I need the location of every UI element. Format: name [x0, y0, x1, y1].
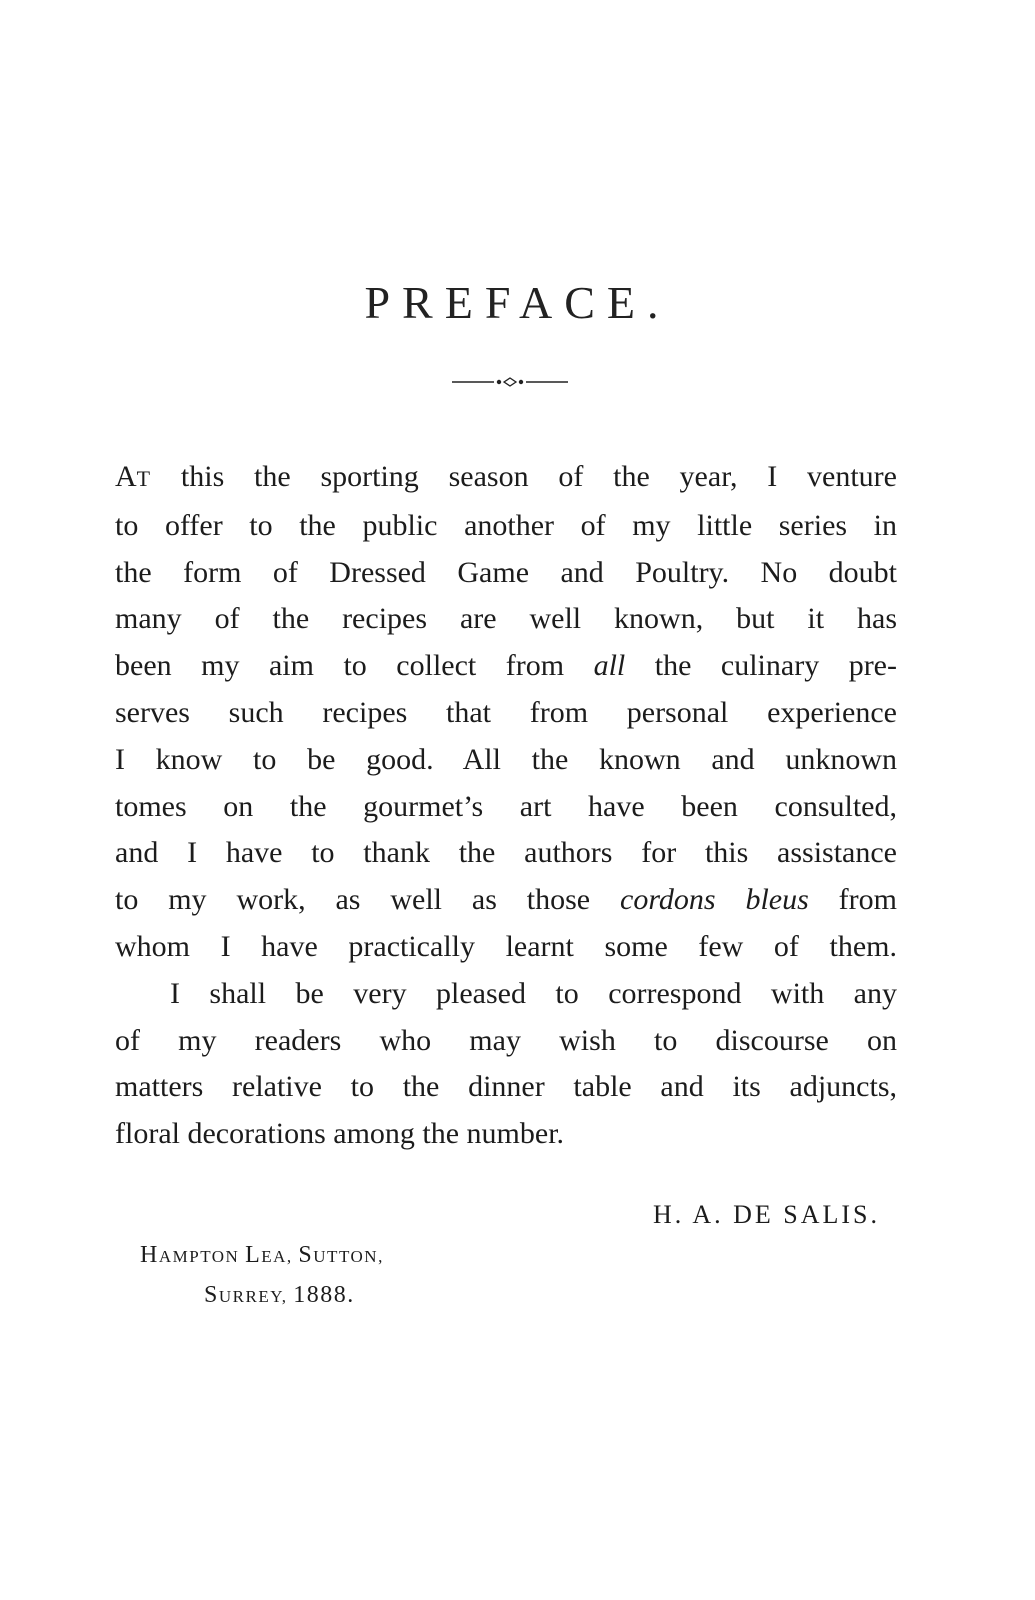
text-line: serves such recipes that from personal experience [115, 695, 897, 729]
text-line: I know to be good. All the known and unknown [115, 742, 897, 776]
place-and-date [140, 1236, 460, 1316]
text-fragment: been my aim to collect from [115, 649, 594, 683]
small-caps-rest: T [136, 466, 152, 491]
text-line: I shall be very pleased to correspond with any [170, 976, 897, 1010]
preface-text [115, 454, 897, 1158]
address-line [140, 1276, 460, 1316]
text-line: matters relative to the dinner table and its adjuncts, [115, 1070, 897, 1104]
small-caps-initial: S [204, 1282, 219, 1308]
text-line: many of the recipes are well known, but it has [115, 602, 897, 636]
small-caps-initial: A [115, 460, 137, 493]
text-line: of my readers who may wish to discourse on [115, 1023, 897, 1057]
text-line: whom I have practically learnt some few of them. [115, 929, 897, 963]
text-line [115, 454, 897, 503]
small-caps-rest: UTTON, [313, 1247, 384, 1266]
text-line: tomes on the gourmet’s art have been consulted, [115, 789, 897, 823]
author-signature: H. A. DE SALIS. [652, 1200, 880, 1229]
address-line [140, 1236, 460, 1276]
text-line: floral decorations among the number. [115, 1117, 565, 1151]
small-caps-initial: H [140, 1242, 159, 1268]
year-text: 1888. [293, 1282, 355, 1308]
text-fragment: to my work, as well as those [115, 883, 621, 917]
text-line [115, 877, 897, 924]
text-line [115, 643, 897, 690]
small-caps-rest: AMPTON [158, 1247, 246, 1266]
text-fragment: from [808, 883, 898, 917]
italic-word: all [593, 649, 626, 683]
small-caps-initial: L [245, 1242, 262, 1268]
ornament-divider-icon [452, 372, 568, 392]
italic-phrase: cordons bleus [620, 883, 809, 917]
text-fragment: this the sporting season of the year, I venture [151, 460, 897, 493]
text-line: to offer to the public another of my little series in [115, 508, 897, 542]
text-line: the form of Dressed Game and Poultry. No doubt [115, 555, 897, 589]
small-caps-initial: S [298, 1242, 314, 1268]
small-caps-rest: EA, [261, 1247, 299, 1266]
text-line: and I have to thank the authors for this assistance [115, 836, 897, 870]
small-caps-rest: URREY, [218, 1287, 294, 1306]
page-title: PREFACE. [364, 277, 671, 328]
text-fragment: the culinary pre- [625, 649, 897, 683]
